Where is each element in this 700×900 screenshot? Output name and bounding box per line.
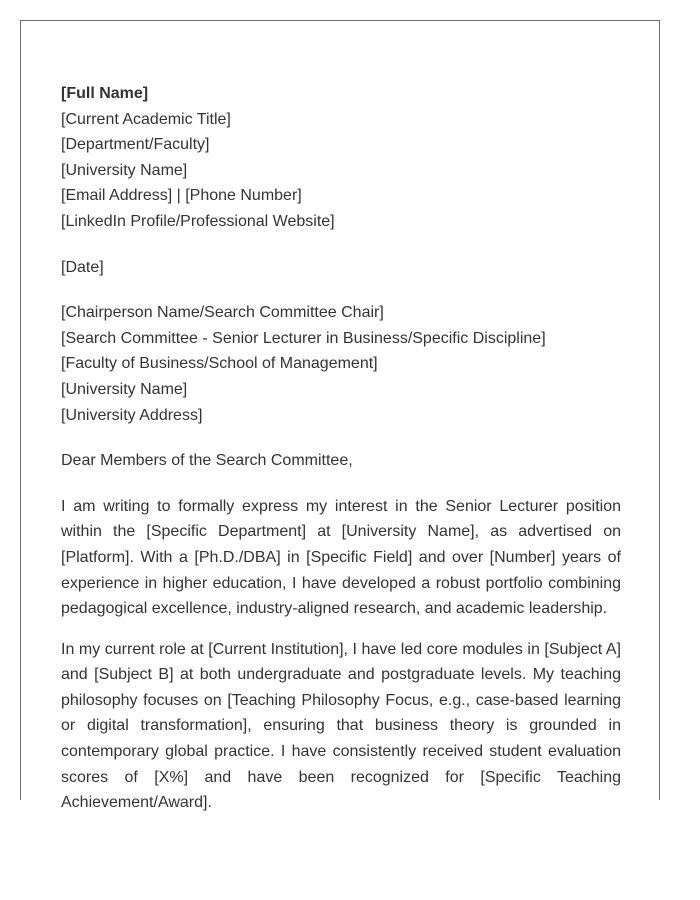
spacer: [61, 235, 621, 255]
recipient-committee: [Search Committee - Senior Lecturer in Business/Specific Discipline]: [61, 329, 546, 347]
sender-title: [Current Academic Title]: [61, 110, 231, 128]
sender-contact: [Email Address] | [Phone Number]: [61, 187, 302, 205]
recipient-block: [61, 300, 621, 428]
sender-department: [Department/Faculty]: [61, 136, 210, 154]
spacer: [61, 280, 621, 300]
letter-date: [Date]: [61, 258, 104, 276]
recipient-faculty: [Faculty of Business/School of Management]: [61, 355, 378, 373]
sender-university: [University Name]: [61, 161, 188, 179]
body-paragraph: In my current role at [Current Institution], I have led core modules in [Subject A] and [Subject B] at both undergraduate and postgraduate levels. My teaching philosophy focuses on [Teaching Philosophy Focus, e.g., case-based learning or digital transformation], ensuring that business theory is grounded in contemporary global practice. I have consistently received student evaluation scores of [X%] and have been recognized for [Specific Teaching Achievement/Award].: [61, 640, 621, 812]
sender-block: [61, 81, 621, 235]
spacer: [61, 474, 621, 494]
sender-full-name: [Full Name]: [61, 85, 149, 102]
salutation: Dear Members of the Search Committee,: [61, 452, 353, 470]
recipient-university: [University Name]: [61, 380, 188, 398]
spacer: [61, 622, 621, 637]
letter-content: [61, 81, 621, 816]
sender-profile: [LinkedIn Profile/Professional Website]: [61, 212, 335, 230]
letter-page: [20, 20, 660, 812]
body-paragraph: I am writing to formally express my interest in the Senior Lecturer position within the [Specific Department] at [University Name], as advertised on [Platform]. With a [Ph.D./DBA] in [Specific Field] and over [Number] years of experience in higher education, I have developed a robust portfolio combining pedagogical excellence, industry-aligned research, and academic leadership.: [61, 497, 621, 618]
spacer: [61, 428, 621, 448]
recipient-name: [Chairperson Name/Search Committee Chair]: [61, 304, 384, 322]
recipient-address: [University Address]: [61, 406, 203, 424]
